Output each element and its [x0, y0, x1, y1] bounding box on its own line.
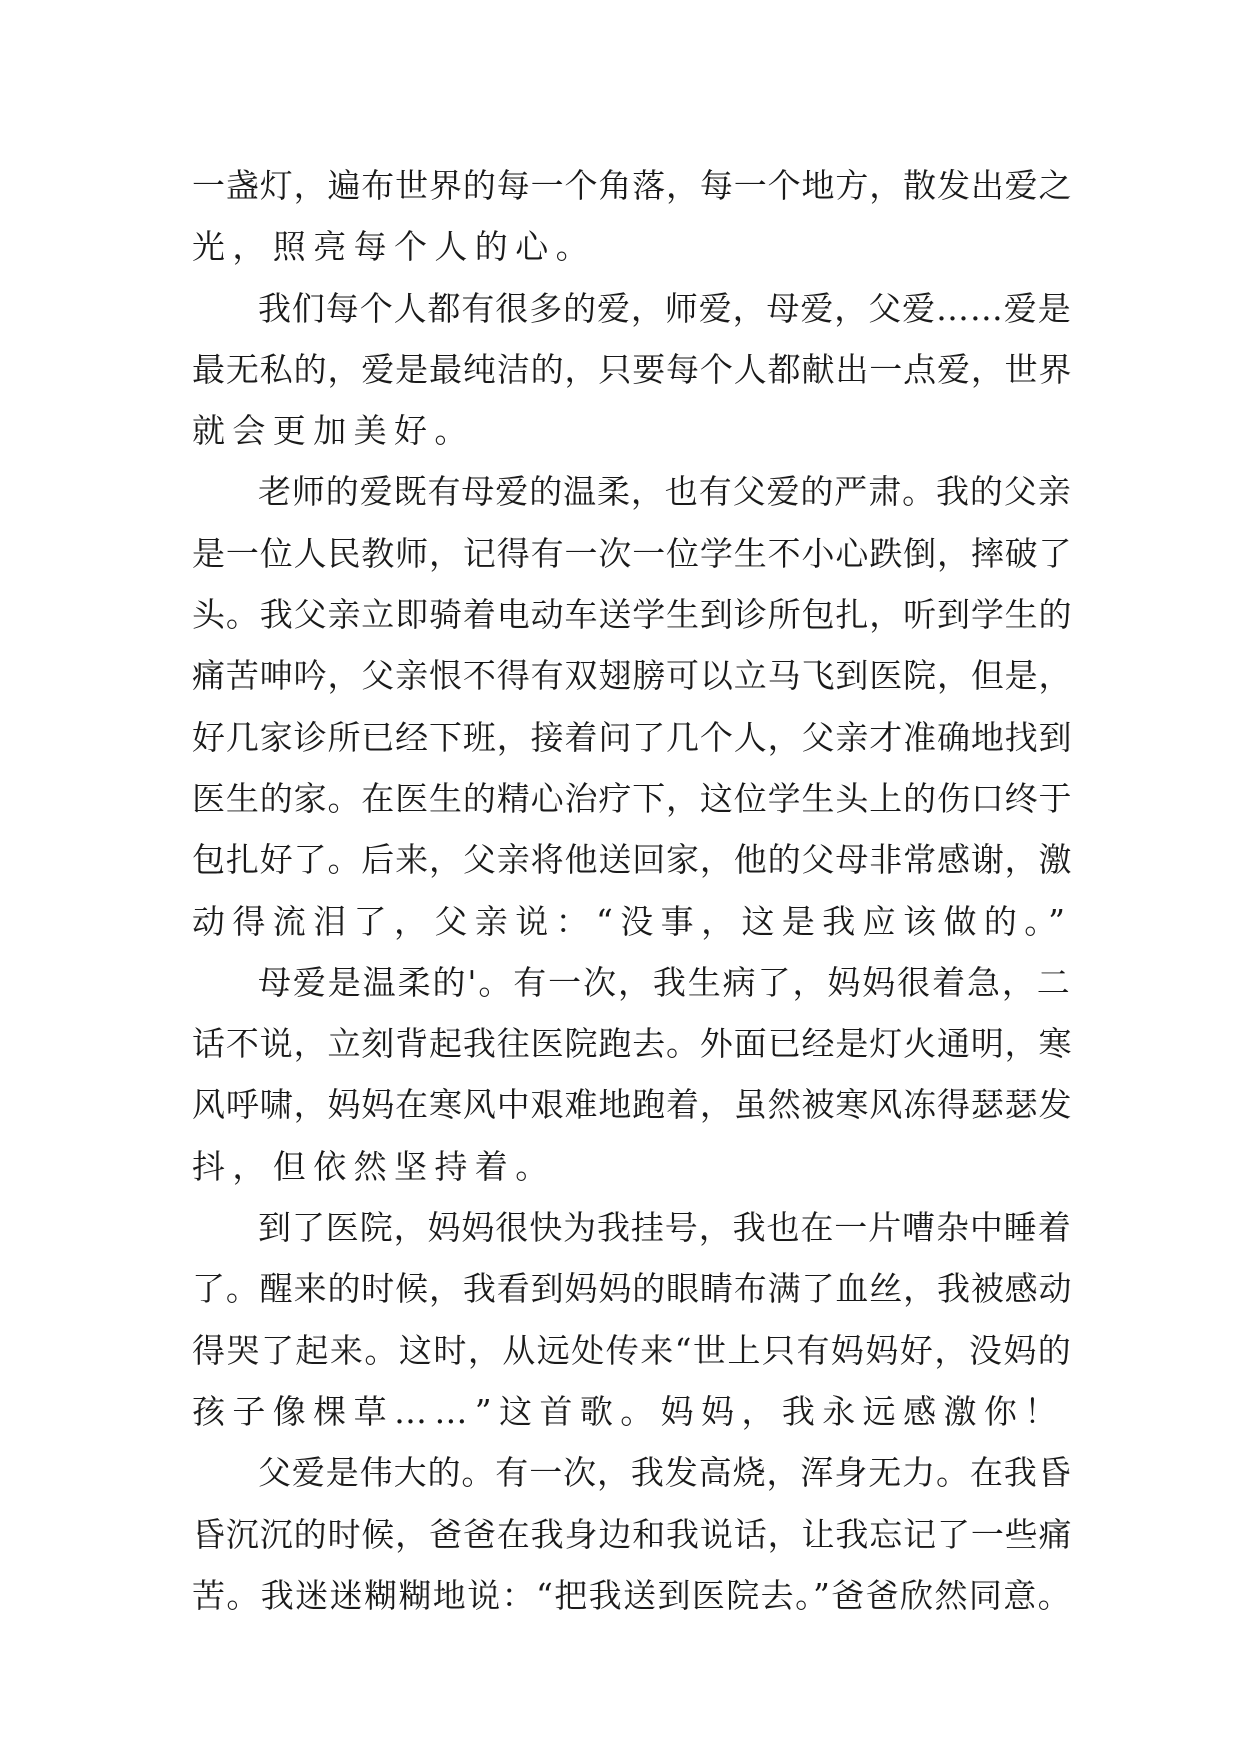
text-line: 苦。我迷迷糊糊地说：“把我送到医院去。”爸爸欣然同意。: [192, 1575, 1073, 1615]
paragraph-first-line: 父爱是伟大的。有一次，我发高烧，浑身无力。在我昏: [258, 1453, 1072, 1493]
text-line: 昏沉沉的时候，爸爸在我身边和我说话，让我忘记了一些痛: [192, 1514, 1073, 1554]
text-line: 包扎好了。后来，父亲将他送回家，他的父母非常感谢，激: [192, 840, 1073, 880]
text-line: 孩子像棵草……”这首歌。妈妈，我永远感激你！: [192, 1391, 1065, 1431]
text-line: 得哭了起来。这时，从远处传来“世上只有妈妈好，没妈的: [192, 1330, 1073, 1370]
paragraph-first-line: 到了医院，妈妈很快为我挂号，我也在一片嘈杂中睡着: [258, 1208, 1072, 1248]
document-body: [192, 155, 1072, 1626]
text-line: 风呼啸，妈妈在寒风中艰难地跑着，虽然被寒风冻得瑟瑟发: [192, 1085, 1073, 1125]
text-line: 痛苦呻吟，父亲恨不得有双翅膀可以立马飞到医院，但是，: [192, 656, 1073, 696]
paragraph-first-line: 母爱是温柔的'。有一次，我生病了，妈妈很着急，二: [258, 962, 1072, 1002]
text-line: 医生的家。在医生的精心治疗下，这位学生头上的伤口终于: [192, 778, 1073, 818]
text-line: 头。我父亲立即骑着电动车送学生到诊所包扎，听到学生的: [192, 595, 1073, 635]
text-line: 最无私的，爱是最纯洁的，只要每个人都献出一点爱，世界: [192, 349, 1073, 389]
text-line: 是一位人民教师，记得有一次一位学生不小心跌倒，摔破了: [192, 533, 1073, 573]
text-line: 就会更加美好。: [192, 411, 475, 451]
text-line: 动得流泪了，父亲说：“没事，这是我应该做的。”: [192, 901, 1073, 941]
paragraph-first-line: 我们每个人都有很多的爱，师爱，母爱，父爱……爱是: [258, 288, 1072, 328]
text-line: 话不说，立刻背起我往医院跑去。外面已经是灯火通明，寒: [192, 1024, 1073, 1064]
text-line: 抖，但依然坚持着。: [192, 1146, 556, 1186]
text-line: 了。醒来的时候，我看到妈妈的眼睛布满了血丝，我被感动: [192, 1269, 1073, 1309]
paragraph-first-line: 老师的爱既有母爱的温柔，也有父爱的严肃。我的父亲: [258, 472, 1072, 512]
text-line: 一盏灯，遍布世界的每一个角落，每一个地方，散发出爱之: [192, 166, 1073, 205]
text-line: 光，照亮每个人的心。: [192, 227, 596, 267]
text-line: 好几家诊所已经下班，接着问了几个人，父亲才准确地找到: [192, 717, 1073, 757]
